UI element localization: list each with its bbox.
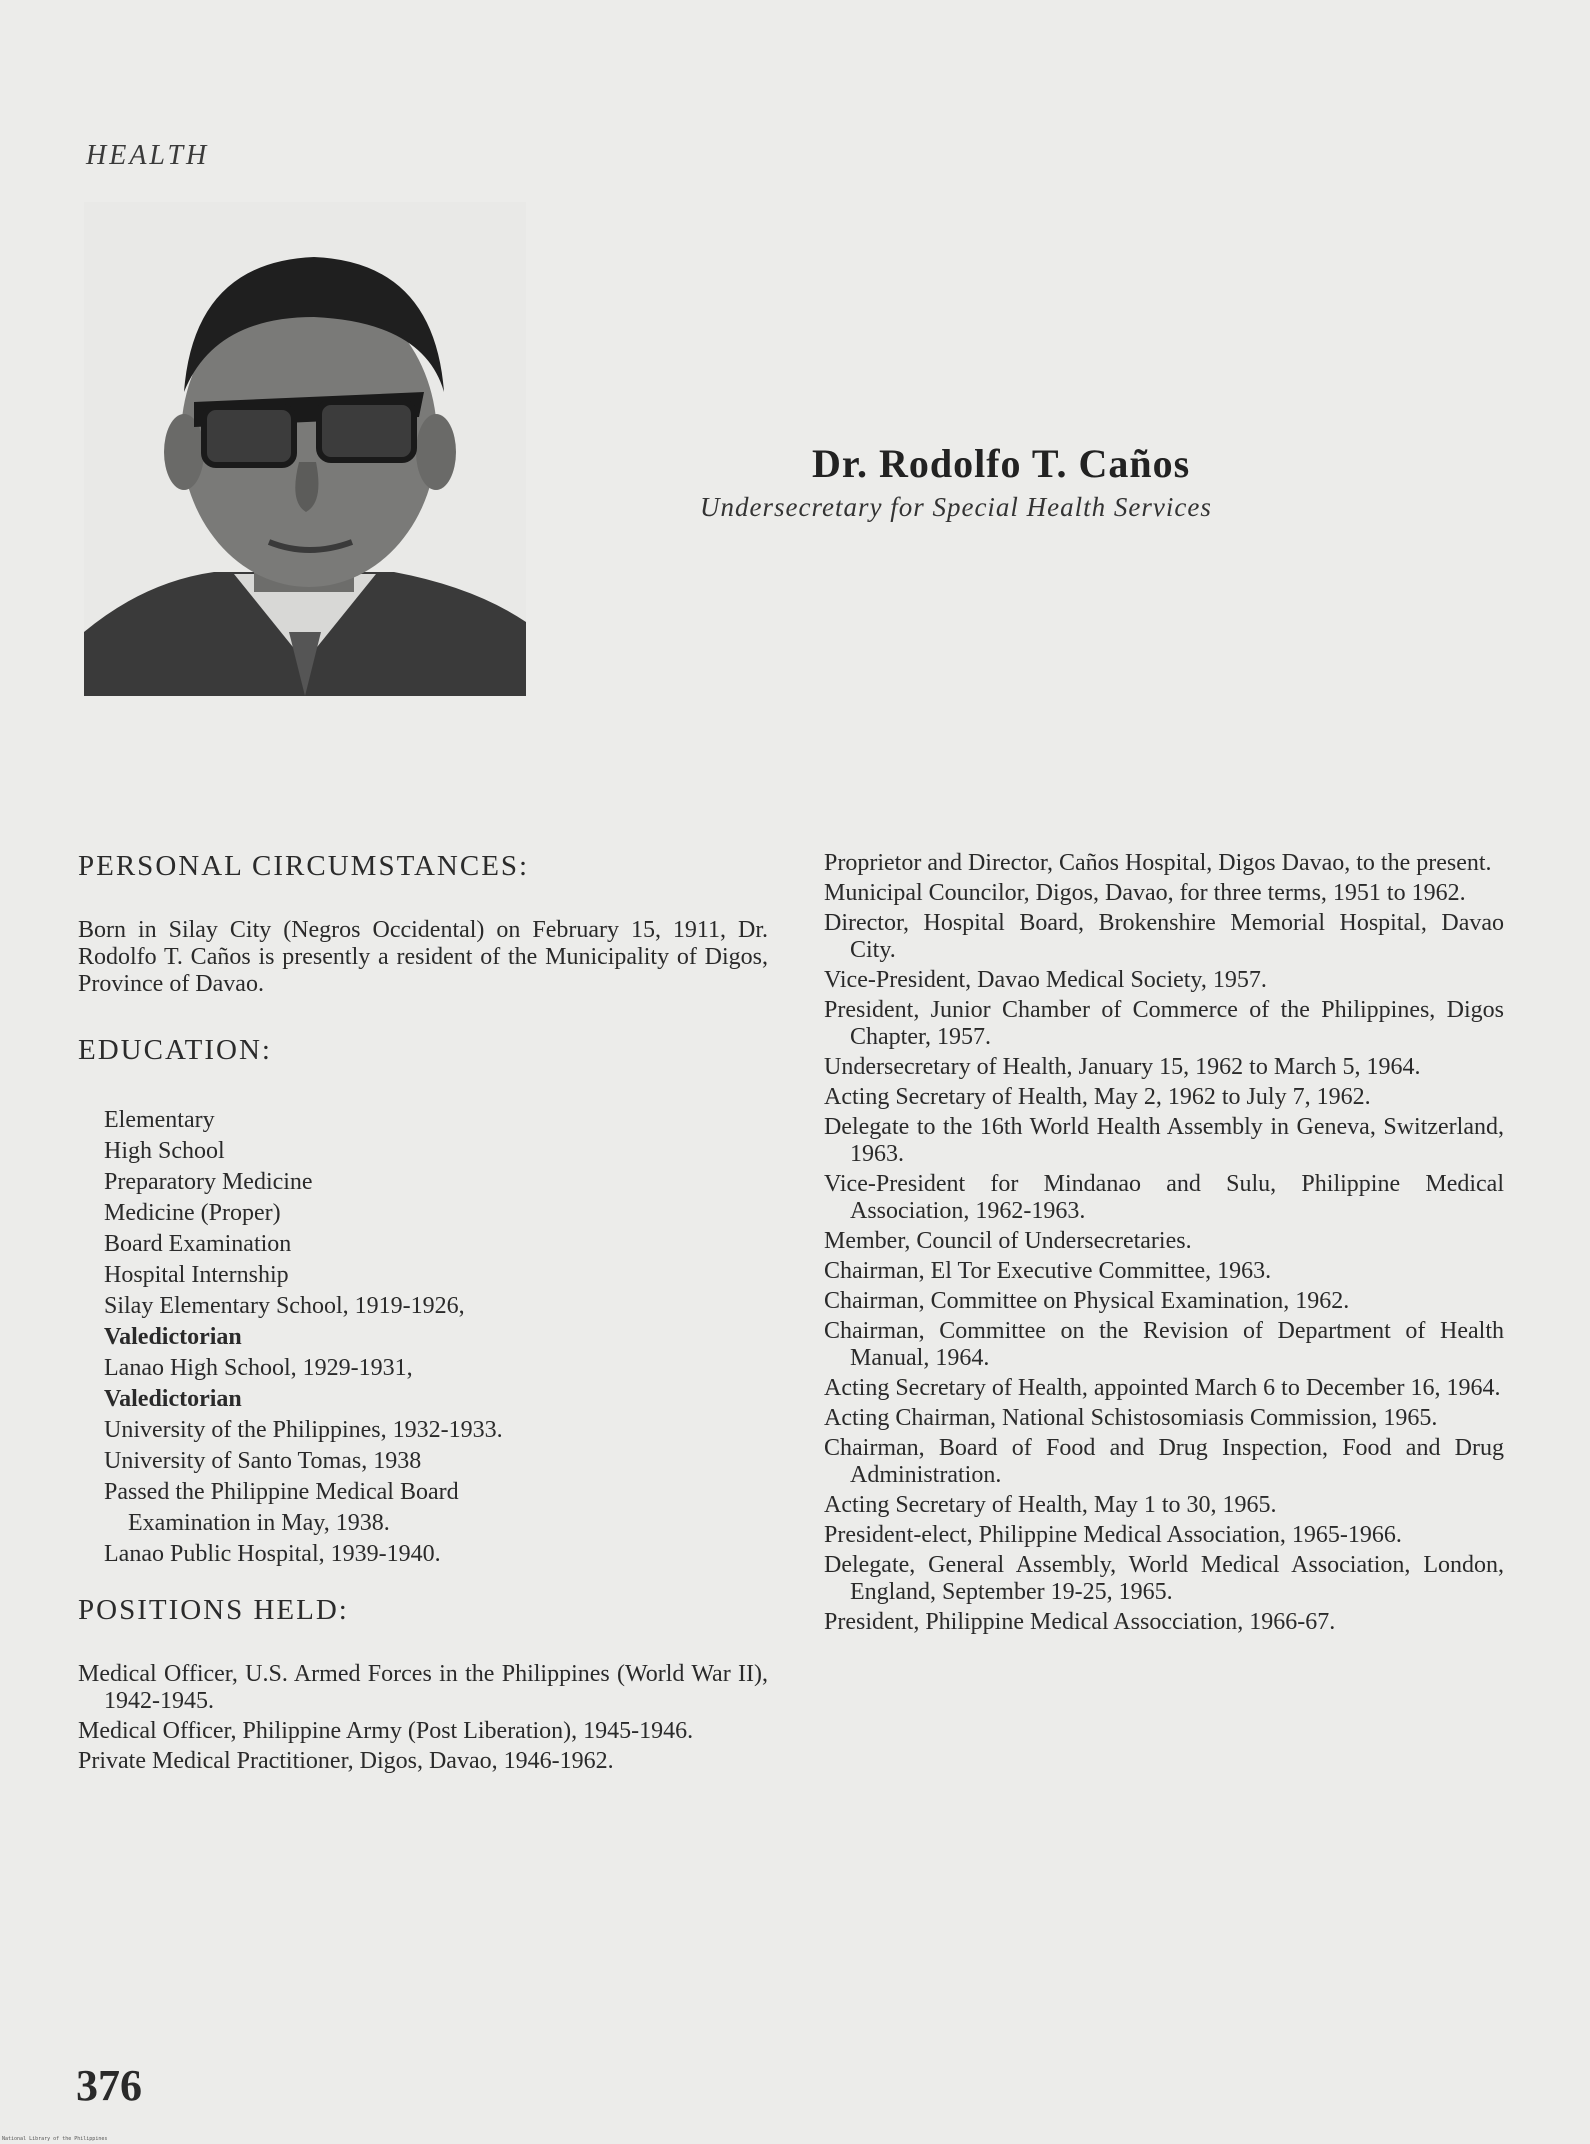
position-entry: Chairman, Board of Food and Drug Inspection, Food and Drug Administration. [824,1435,1504,1488]
position-entry: Vice-President, Davao Medical Society, 1957. [824,967,1267,993]
education-line: Hospital Internship [104,1262,289,1288]
education-line: Passed the Philippine Medical Board [104,1479,459,1505]
section-tag: HEALTH [86,140,210,171]
education-line: Medicine (Proper) [104,1200,281,1226]
positions-right-list [824,850,1504,1636]
position-entry: Medical Officer, U.S. Armed Forces in the Philippines (World War II), 1942-1945. [78,1661,768,1714]
position-entry: Medical Officer, Philippine Army (Post Liberation), 1945-1946. [78,1718,694,1744]
position-entry: President, Philippine Medical Assocciation, 1966-67. [824,1609,1336,1635]
positions-heading: POSITIONS HELD: [78,1594,349,1626]
position-entry: Acting Secretary of Health, appointed March 6 to December 16, 1964. [824,1375,1501,1401]
person-name: Dr. Rodolfo T. Caños [812,441,1191,486]
positions-left-list [78,1661,768,1775]
personal-heading: PERSONAL CIRCUMSTANCES: [78,850,530,882]
position-entry: Private Medical Practitioner, Digos, Davao, 1946-1962. [78,1748,614,1774]
position-entry: President, Junior Chamber of Commerce of the Philippines, Digos Chapter, 1957. [824,997,1504,1050]
right-column [824,850,1504,1639]
position-entry: Chairman, El Tor Executive Committee, 1963. [824,1258,1272,1284]
education-line: University of the Philippines, 1932-1933. [104,1417,503,1443]
personal-text: Born in Silay City (Negros Occidental) on February 15, 1911, Dr. Rodolfo T. Caños is presently a resident of the Municipality of Digos, Province of Davao. [78,917,768,997]
position-entry: Chairman, Committee on the Revision of Department of Health Manual, 1964. [824,1318,1504,1371]
education-line: Silay Elementary School, 1919-1926, [104,1293,465,1319]
footer-caption: National Library of the Philippines [2,2136,108,2142]
education-line: Elementary [104,1107,215,1133]
education-line: University of Santo Tomas, 1938 [104,1448,422,1474]
position-entry: Delegate to the 16th World Health Assembly in Geneva, Switzerland, 1963. [824,1114,1504,1167]
position-entry: Delegate, General Assembly, World Medical Association, London, England, September 19-25, 1965. [824,1552,1504,1605]
position-entry: Acting Secretary of Health, May 1 to 30, 1965. [824,1492,1277,1518]
education-line: High School [104,1138,225,1164]
position-entry: President-elect, Philippine Medical Association, 1965-1966. [824,1522,1402,1548]
education-line: Examination in May, 1938. [128,1510,390,1536]
education-heading: EDUCATION: [78,1034,272,1066]
education-line: Lanao Public Hospital, 1939-1940. [104,1541,441,1567]
education-honor: Valedictorian [104,1324,242,1350]
position-entry: Director, Hospital Board, Brokenshire Memorial Hospital, Davao City. [824,910,1504,963]
person-title: Undersecretary for Special Health Services [700,492,1212,522]
position-entry: Municipal Councilor, Digos, Davao, for three terms, 1951 to 1962. [824,880,1466,906]
position-entry: Chairman, Committee on Physical Examination, 1962. [824,1288,1350,1314]
position-entry: Proprietor and Director, Caños Hospital, Digos Davao, to the present. [824,850,1492,876]
left-column [78,850,768,1778]
education-line: Preparatory Medicine [104,1169,313,1195]
position-entry: Undersecretary of Health, January 15, 1962 to March 5, 1964. [824,1054,1421,1080]
position-entry: Acting Secretary of Health, May 2, 1962 to July 7, 1962. [824,1084,1371,1110]
education-honor: Valedictorian [104,1386,242,1412]
position-entry: Vice-President for Mindanao and Sulu, Philippine Medical Association, 1962-1963. [824,1171,1504,1224]
portrait-photo [84,202,526,696]
position-entry: Member, Council of Undersecretaries. [824,1228,1192,1254]
education-line: Board Examination [104,1231,292,1257]
education-list [104,1105,768,1570]
education-line: Lanao High School, 1929-1931, [104,1355,413,1381]
page-number: 376 [76,2061,142,2110]
position-entry: Acting Chairman, National Schistosomiasis Commission, 1965. [824,1405,1438,1431]
